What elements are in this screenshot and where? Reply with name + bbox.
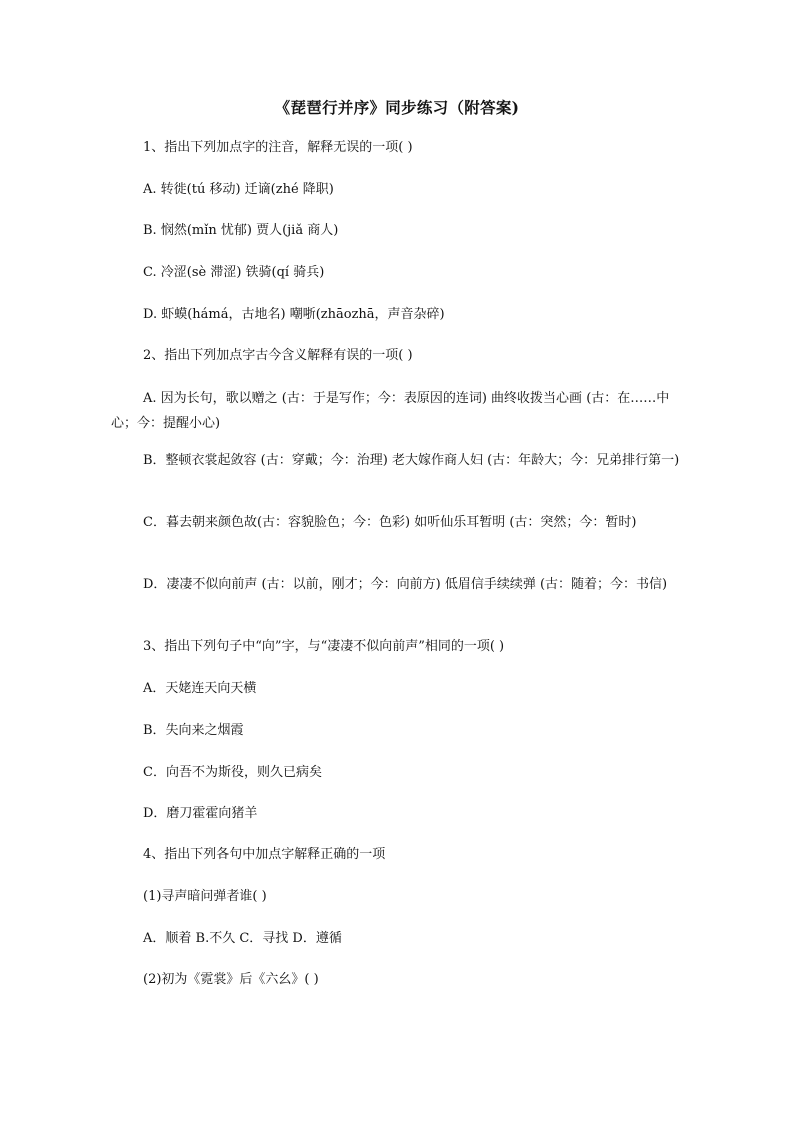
question-3-option-d: D．磨刀霍霍向猪羊	[143, 806, 258, 821]
question-1-option-a: A. 转徙(tú 移动) 迁谪(zhé 降职)	[143, 182, 334, 197]
question-1-stem: 1、指出下列加点字的注音，解释无误的一项( )	[143, 140, 413, 155]
document-title: 《琵琶行并序》同步练习（附答案)	[274, 98, 520, 117]
question-2-option-b: B．整顿衣裳起敛容 (古：穿戴；今：治理) 老大嫁作商人妇 (古：年龄大；今：兄弟排行第一)	[143, 453, 680, 468]
question-4-sub-2: (2)初为《霓裳》后《六幺》( )	[143, 972, 319, 987]
question-2-option-d: D．凄凄不似向前声 (古：以前，刚才；今：向前方) 低眉信手续续弹 (古：随着；今：书信)	[143, 577, 668, 592]
question-3-option-c: C．向吾不为斯役，则久已病矣	[143, 765, 322, 780]
question-4-sub-1-options: A．顺着 B.不久 C．寻找 D．遵循	[143, 931, 342, 946]
question-4-stem: 4、指出下列各句中加点字解释正确的一项	[143, 847, 386, 862]
question-2-option-a: A. 因为长句，歌以赠之 (古：于是写作；今：表原因的连词) 曲终收拨当心画 (古：在……中心；今：提醒小心)	[111, 391, 670, 431]
question-3-option-a: A．天姥连天向天横	[143, 681, 257, 696]
question-3-option-b: B．失向来之烟霞	[143, 723, 244, 738]
question-1-option-b: B. 悯然(mǐn 忧郁) 贾人(jiǎ 商人)	[143, 223, 339, 238]
question-1-option-c: C. 冷涩(sè 滞涩) 铁骑(qí 骑兵)	[143, 265, 325, 280]
question-2-option-c: C．暮去朝来颜色故(古：容貌脸色；今：色彩) 如听仙乐耳暂明 (古：突然；今：暂时)	[143, 515, 637, 530]
question-2-stem: 2、指出下列加点字古今含义解释有误的一项( )	[143, 348, 413, 363]
question-1-option-d: D. 虾蟆(hámá，古地名) 嘲哳(zhāozhā，声音杂碎)	[143, 307, 445, 322]
question-3-stem: 3、指出下列句子中“向”字，与“凄凄不似向前声”相同的一项( )	[143, 639, 505, 654]
question-4-sub-1: (1)寻声暗问弹者谁( )	[143, 889, 267, 904]
